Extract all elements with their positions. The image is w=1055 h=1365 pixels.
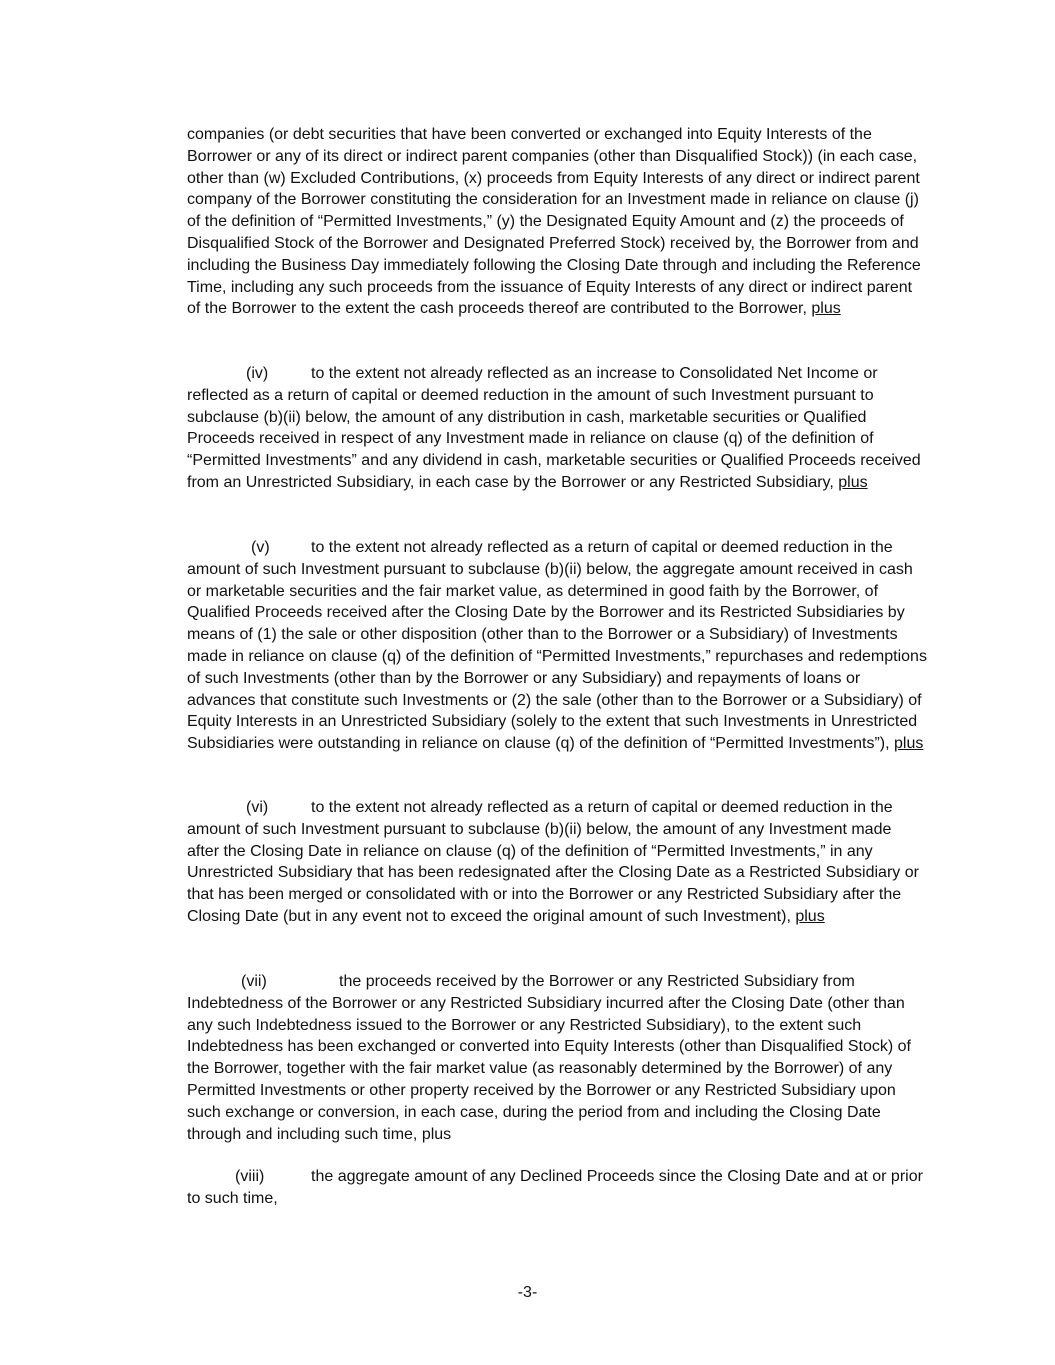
clause-label: (iv): [246, 365, 269, 382]
clause-label: (vi): [246, 799, 269, 816]
paragraph-text: to the extent not already reflected as a return of capital or deemed reduction in the amount of such Investment pursuant to subclause (b)(ii) below, the amount of any Investment made after the Closing Date in reliance on clause (q) of the definition of “Permitted Investments,” in any Unrestricted Subsidiary that has been redesignated after the Closing Date as a Restricted Subsidiary or that has been merged or consolidated with or into the Borrower or any Restricted Subsidiary after the Closing Date (but in any event not to exceed the original amount of such Investment),: [187, 799, 919, 925]
page-number: -3-: [517, 1284, 538, 1301]
paragraph-vi: [187, 797, 927, 928]
clause-label: (viii): [235, 1168, 265, 1185]
plus-connector: plus: [811, 300, 841, 318]
paragraph-text: to the extent not already reflected as a return of capital or deemed reduction in the amount of such Investment pursuant to subclause (b)(ii) below, the aggregate amount received in cash or marketable securities and the fair market value, as determined in good faith by the Borrower, of Qualified Proceeds received after the Closing Date by the Borrower and its Restricted Subsidiaries by means of (1) the sale or other disposition (other than to the Borrower or a Subsidiary) of Investments made in reliance on clause (q) of the definition of “Permitted Investments,” repurchases and redemptions of such Investments (other than by the Borrower or any Subsidiary) and repayments of loans or advances that constitute such Investments or (2) the sale (other than to the Borrower or a Subsidiary) of Equity Interests in an Unrestricted Subsidiary (solely to the extent that such Investments in Unrestricted Subsidiaries were outstanding in reliance on clause (q) of the definition of “Permitted Investments”),: [187, 539, 927, 753]
paragraph-vii: [187, 971, 927, 1145]
paragraph-text: the aggregate amount of any Declined Proceeds since the Closing Date and at or prior to such time,: [187, 1168, 923, 1207]
paragraph-continuation: [187, 124, 927, 320]
plus-connector: plus: [795, 907, 825, 925]
paragraph-text: the proceeds received by the Borrower or any Restricted Subsidiary from Indebtedness of the Borrower or any Restricted Subsidiary incurred after the Closing Date (other than any such Indebtedness issued to the Borrower or any Restricted Subsidiary), to the extent such Indebtedness has been exchanged or converted into Equity Interests (other than Disqualified Stock) of the Borrower, together with the fair market value (as reasonably determined by the Borrower) of any Permitted Investments or other property received by the Borrower or any Restricted Subsidiary upon such exchange or conversion, in each case, during the period from and including the Closing Date through and including such time, plus: [187, 973, 911, 1143]
paragraph-text: companies (or debt securities that have been converted or exchanged into Equity Interests of the Borrower or any of its direct or indirect parent companies (other than Disqualified Stock)) (in each case, other than (w) Excluded Contributions, (x) proceeds from Equity Interests of any direct or indirect parent company of the Borrower constituting the consideration for an Investment made in reliance on clause (j) of the definition of “Permitted Investments,” (y) the Designated Equity Amount and (z) the proceeds of Disqualified Stock of the Borrower and Designated Preferred Stock) received by, the Borrower from and including the Business Day immediately following the Closing Date through and including the Reference Time, including any such proceeds from the issuance of Equity Interests of any direct or indirect parent of the Borrower to the extent the cash proceeds thereof are contributed to the Borrower,: [187, 126, 921, 318]
paragraph-viii: [187, 1166, 927, 1210]
paragraph-v: [187, 537, 927, 755]
clause-label: (v): [251, 539, 270, 556]
plus-connector: plus: [894, 735, 924, 753]
paragraph-text: to the extent not already reflected as an increase to Consolidated Net Income or reflected as a return of capital or deemed reduction in the amount of such Investment pursuant to subclause (b)(ii) below, the amount of any distribution in cash, marketable securities or Qualified Proceeds received in respect of any Investment made in reliance on clause (q) of the definition of “Permitted Investments” and any dividend in cash, marketable securities or Qualified Proceeds received from an Unrestricted Subsidiary, in each case by the Borrower or any Restricted Subsidiary,: [187, 365, 921, 491]
clause-label: (vii): [241, 973, 267, 990]
plus-connector: plus: [838, 473, 868, 491]
paragraph-iv: [187, 363, 927, 494]
